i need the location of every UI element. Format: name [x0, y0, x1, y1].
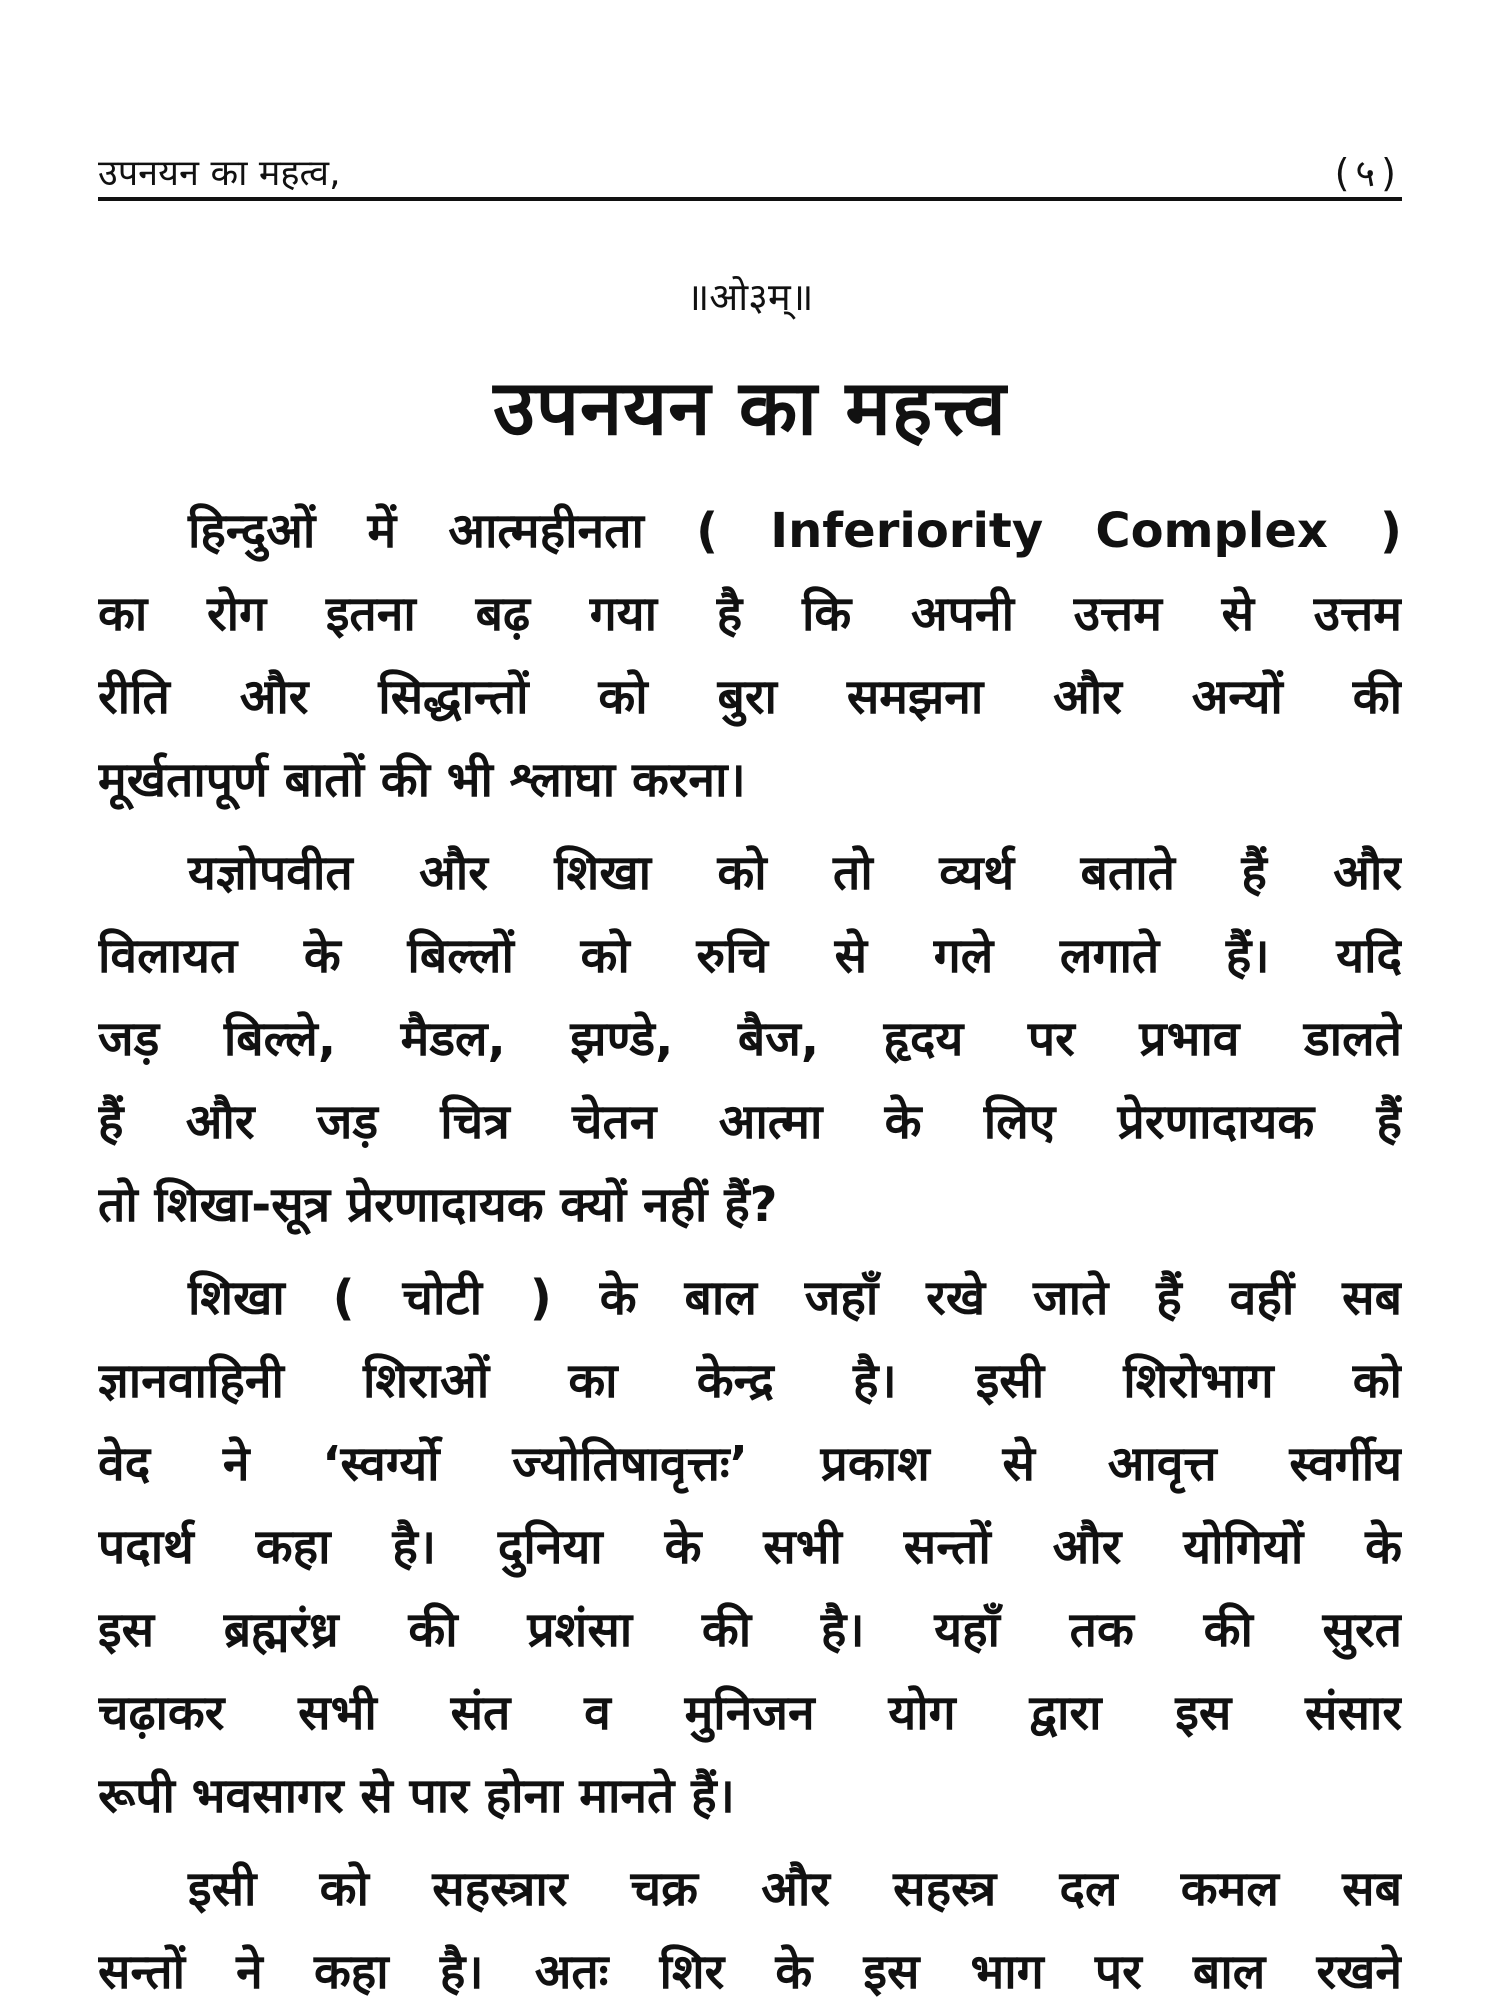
paragraph-3-line-6: चढ़ाकर सभी संत व मुनिजन योग द्वारा इस संसार: [98, 1685, 1402, 1741]
paragraph-1-line-1: हिन्दुओं में आत्महीनता ( Inferiority Complex ): [188, 503, 1402, 559]
header-rule: [98, 197, 1402, 201]
running-header: [98, 122, 1402, 195]
paragraph-2-line-1: यज्ञोपवीत और शिखा को तो व्यर्थ बताते हैं और: [188, 845, 1402, 901]
paragraph-2-line-5: तो शिखा-सूत्र प्रेरणादायक क्यों नहीं हैं?: [98, 1177, 778, 1233]
paragraph-1-line-4: मूर्खतापूर्ण बातों की भी श्लाघा करना।: [98, 752, 746, 808]
paragraph-4-line-1: इसी को सहस्त्रार चक्र और सहस्त्र दल कमल सब: [188, 1861, 1402, 1917]
chapter-heading: उपनयन का महत्त्व: [493, 363, 1007, 452]
paragraph-2-line-3: जड़ बिल्ले, मैडल, झण्डे, बैज, हृदय पर प्रभाव डालते: [98, 1011, 1402, 1067]
paragraph-2-line-2: विलायत के बिल्लों को रुचि से गले लगाते हैं। यदि: [98, 928, 1402, 984]
paragraph-3-line-1: शिखा ( चोटी ) के बाल जहाँ रखे जाते हैं वहीं सब: [188, 1270, 1402, 1326]
paragraph-3-line-7: रूपी भवसागर से पार होना मानते हैं।: [98, 1768, 735, 1824]
body-text: [98, 490, 1402, 2014]
paragraph-1-line-3: रीति और सिद्धान्तों को बुरा समझना और अन्यों की: [98, 669, 1402, 725]
running-header-title: उपनयन का महत्व,: [98, 153, 341, 194]
paragraph-4-line-2: सन्तों ने कहा है। अतः शिर के इस भाग पर बाल रखने: [98, 1944, 1402, 2000]
paragraph-3-line-3: वेद ने ‘स्वर्ग्यो ज्योतिषावृत्तः’ प्रकाश से आवृत्त स्वर्गीय: [98, 1436, 1402, 1492]
om-invocation: ॥ओ३म्॥: [686, 275, 814, 319]
page-number: (५): [1334, 151, 1402, 195]
paragraph-3-line-5: इस ब्रह्मरंध्र की प्रशंसा की है। यहाँ तक की सुरत: [98, 1602, 1402, 1658]
paragraph-3-line-2: ज्ञानवाहिनी शिराओं का केन्द्र है। इसी शिरोभाग को: [98, 1353, 1402, 1409]
paragraph-2-line-4: हैं और जड़ चित्र चेतन आत्मा के लिए प्रेरणादायक हैं: [98, 1094, 1402, 1150]
paragraph-1-line-2: का रोग इतना बढ़ गया है कि अपनी उत्तम से उत्तम: [98, 586, 1402, 642]
paragraph-3-line-4: पदार्थ कहा है। दुनिया के सभी सन्तों और योगियों के: [98, 1519, 1402, 1575]
